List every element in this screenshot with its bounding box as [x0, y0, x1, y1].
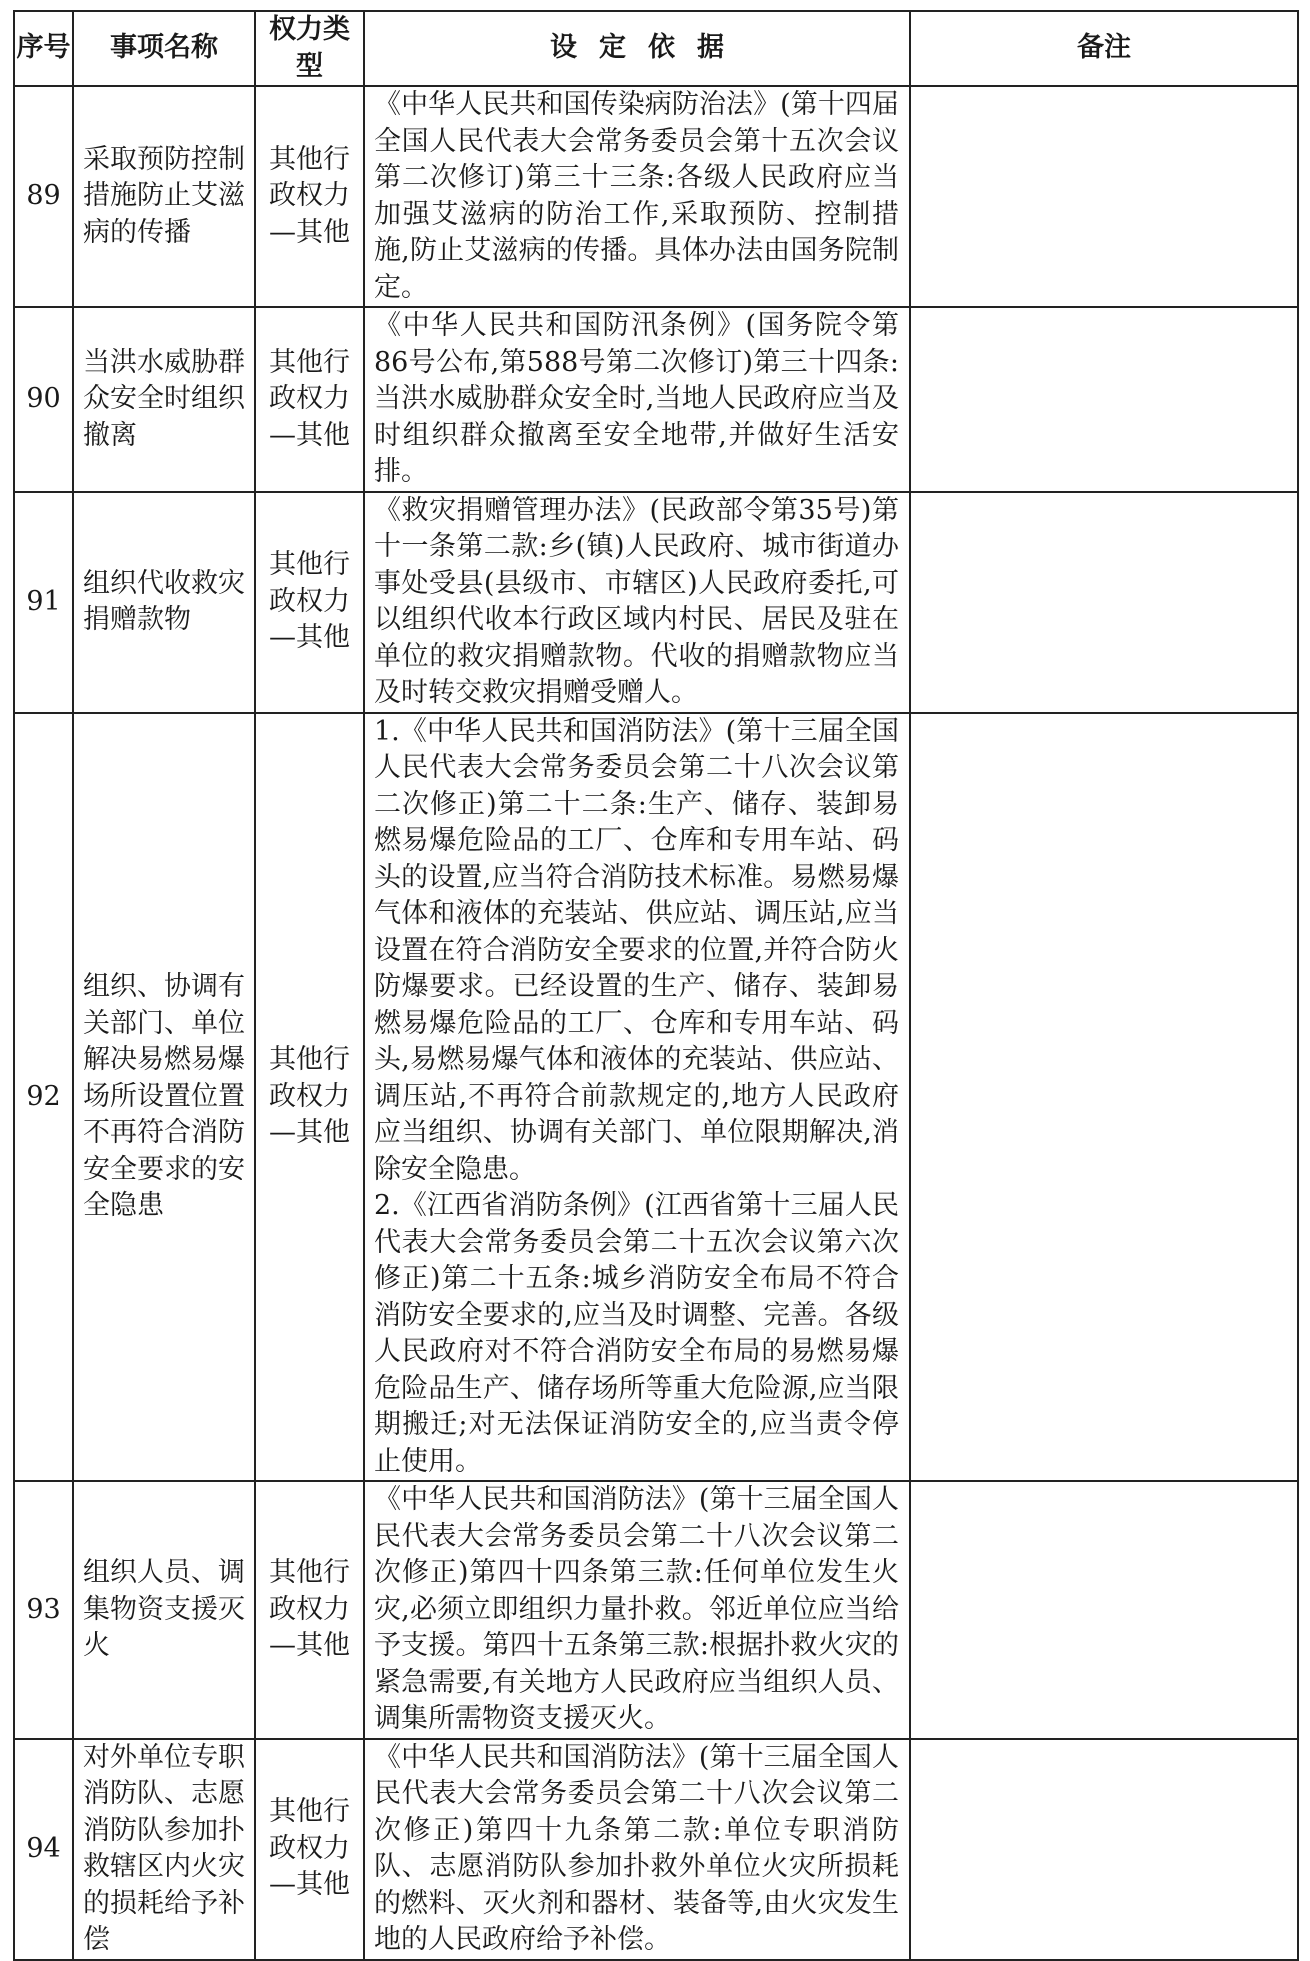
row-number: 94 — [14, 1739, 73, 1960]
table-row — [14, 492, 1298, 713]
legal-basis — [364, 713, 910, 1482]
basis-paragraph: 《中华人民共和国传染病防治法》(第十四届全国人民代表大会常务委员会第十五次会议第二次修订)第三十三条:各级人民政府应当加强艾滋病的防治工作,采取预防、控制措施,防止艾滋病的传播。具体办法由国务院制定。 — [374, 89, 899, 303]
header-note: 备注 — [910, 11, 1298, 86]
basis-paragraph: 《中华人民共和国消防法》(第十三届全国人民代表大会常务委员会第二十八次会议第二次修正)第四十九条第二款:单位专职消防队、志愿消防队参加扑救外单位火灾所损耗的燃料、灭火剂和器材、装备等,由火灾发生地的人民政府给予补偿。 — [374, 1741, 899, 1955]
power-type: 其他行政权力—其他 — [255, 86, 364, 307]
row-number: 92 — [14, 713, 73, 1482]
power-type: 其他行政权力—其他 — [255, 1739, 364, 1960]
remarks-cell — [910, 1481, 1298, 1739]
item-name: 采取预防控制措施防止艾滋病的传播 — [73, 86, 255, 307]
row-number: 89 — [14, 86, 73, 307]
table-row — [14, 86, 1298, 307]
row-number: 90 — [14, 307, 73, 492]
row-number: 93 — [14, 1481, 73, 1739]
header-no: 序号 — [14, 11, 73, 86]
legal-basis — [364, 492, 910, 713]
power-type: 其他行政权力—其他 — [255, 713, 364, 1482]
basis-paragraph: 《中华人民共和国消防法》(第十三届全国人民代表大会常务委员会第二十八次会议第二次修正)第四十四条第三款:任何单位发生火灾,必须立即组织力量扑救。邻近单位应当给予支援。第四十五条第三款:根据扑救火灾的紧急需要,有关地方人民政府应当组织人员、调集所需物资支援灭火。 — [374, 1484, 899, 1734]
remarks-cell — [910, 86, 1298, 307]
legal-basis — [364, 1481, 910, 1739]
item-name: 组织、协调有关部门、单位解决易燃易爆场所设置位置不再符合消防安全要求的安全隐患 — [73, 713, 255, 1482]
basis-paragraph: 《中华人民共和国防汛条例》(国务院令第86号公布,第588号第二次修订)第三十四条:当洪水威胁群众安全时,当地人民政府应当及时组织群众撤离至安全地带,并做好生活安排。 — [374, 310, 899, 487]
table-row — [14, 713, 1298, 1482]
remarks-cell — [910, 713, 1298, 1482]
header-row — [14, 11, 1298, 86]
power-type: 其他行政权力—其他 — [255, 492, 364, 713]
row-number: 91 — [14, 492, 73, 713]
table-body — [14, 86, 1298, 1960]
item-name: 组织人员、调集物资支援灭火 — [73, 1481, 255, 1739]
table-row — [14, 307, 1298, 492]
legal-basis — [364, 307, 910, 492]
basis-paragraph: 《救灾捐赠管理办法》(民政部令第35号)第十一条第二款:乡(镇)人民政府、城市街道办事处受县(县级市、市辖区)人民政府委托,可以组织代收本行政区域内村民、居民及驻在单位的救灾捐赠款物。代收的捐赠款物应当及时转交救灾捐赠受赠人。 — [374, 494, 899, 708]
power-type: 其他行政权力—其他 — [255, 1481, 364, 1739]
remarks-cell — [910, 492, 1298, 713]
header-basis: 设定依据 — [364, 11, 910, 86]
basis-paragraph: 1.《中华人民共和国消防法》(第十三届全国人民代表大会常务委员会第二十八次会议第二次修正)第二十二条:生产、储存、装卸易燃易爆危险品的工厂、仓库和专用车站、码头的设置,应当符合消防技术标准。易燃易爆气体和液体的充装站、供应站、调压站,应当设置在符合消防安全要求的位置,并符合防火防爆要求。已经设置的生产、储存、装卸易燃易爆危险品的工厂、仓库和专用车站、码头,易燃易爆气体和液体的充装站、供应站、调压站,不再符合前款规定的,地方人民政府应当组织、协调有关部门、单位限期解决,消除安全隐患。 — [374, 715, 899, 1185]
item-name: 当洪水威胁群众安全时组织撤离 — [73, 307, 255, 492]
remarks-cell — [910, 1739, 1298, 1960]
item-name: 组织代收救灾捐赠款物 — [73, 492, 255, 713]
remarks-cell — [910, 307, 1298, 492]
table-row — [14, 1739, 1298, 1960]
table-row — [14, 1481, 1298, 1739]
header-name: 事项名称 — [73, 11, 255, 86]
authority-list-table — [13, 10, 1299, 1961]
item-name: 对外单位专职消防队、志愿消防队参加扑救辖区内火灾的损耗给予补偿 — [73, 1739, 255, 1960]
power-type: 其他行政权力—其他 — [255, 307, 364, 492]
legal-basis — [364, 86, 910, 307]
header-type: 权力类型 — [255, 11, 364, 86]
basis-paragraph: 2.《江西省消防条例》(江西省第十三届人民代表大会常务委员会第二十五次会议第六次修正)第二十五条:城乡消防安全布局不符合消防安全要求的,应当及时调整、完善。各级人民政府对不符合消防安全布局的易燃易爆危险品生产、储存场所等重大危险源,应当限期搬迁;对无法保证消防安全的,应当责令停止使用。 — [374, 1190, 899, 1477]
legal-basis — [364, 1739, 910, 1960]
